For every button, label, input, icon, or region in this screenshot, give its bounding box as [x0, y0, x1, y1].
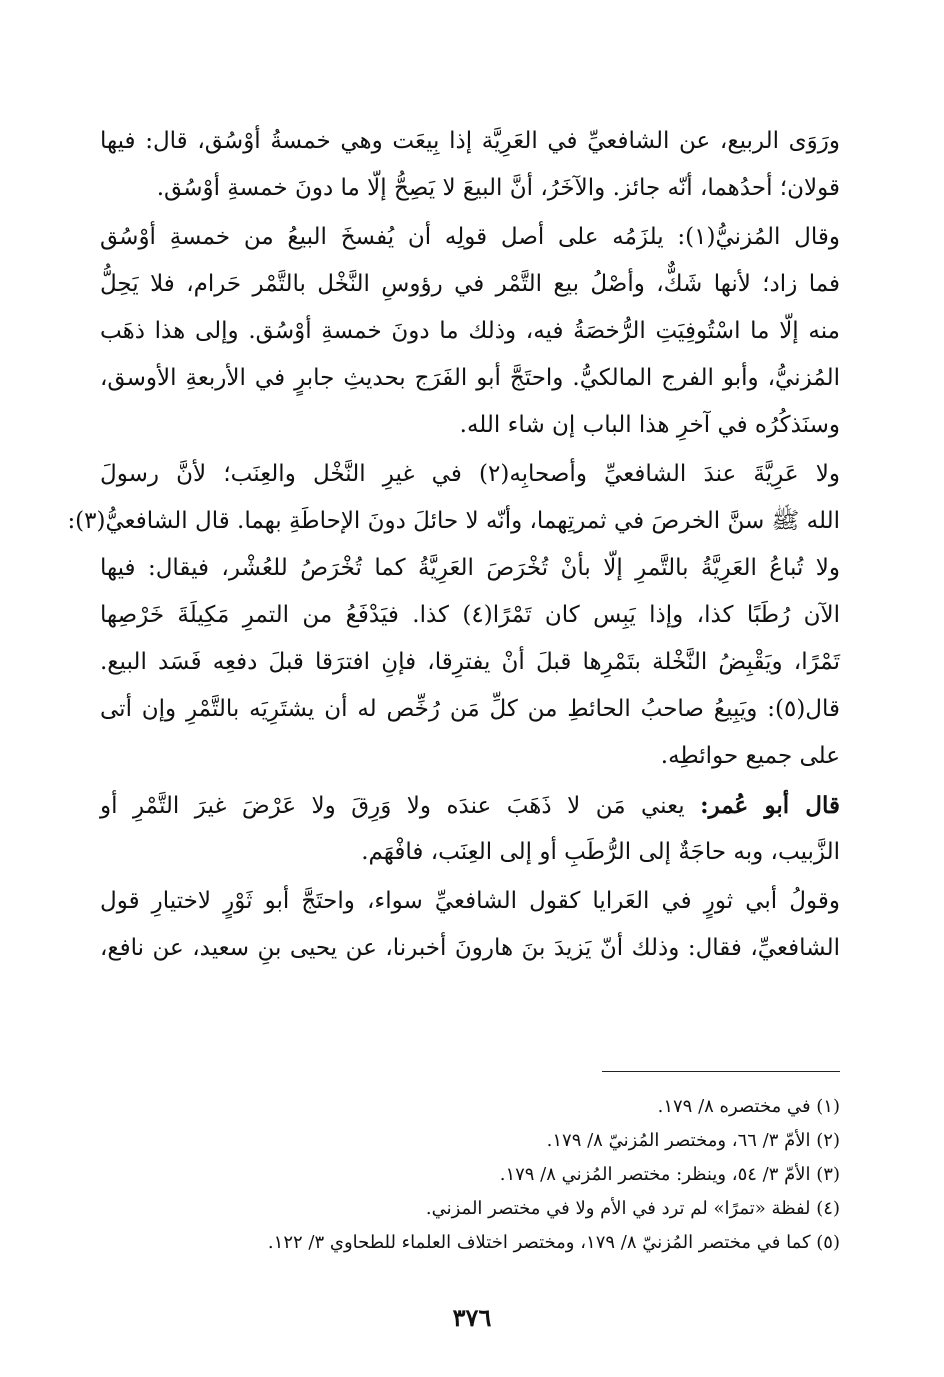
text-line: الآن رُطَبًا كذا، وإذا يَبِس كان تَمْرًا(٤) كذا. فيَدْفَعُ من التمرِ مَكِيلَةَ خَرْصِها	[100, 602, 841, 628]
text-line: الله ﷺ سنَّ الخرصَ في ثمرتِهما، وأنّه لا حائلَ دونَ الإحاطَةِ بهما. قال الشافعيُّ(٣):	[67, 508, 840, 534]
page-number: ٣٧٦	[452, 1303, 492, 1332]
text-line: المُزنيُّ، وأبو الفرج المالكيُّ. واحتَجَّ أبو الفَرَج بحديثِ جابرٍ في الأربعةِ الأوسق،	[100, 365, 840, 391]
text-line: ورَوَى الربيع، عن الشافعيِّ في العَرِيَّة إذا بِيعَت وهي خمسةُ أوْسُق، قال: فيها	[100, 128, 840, 154]
paragraph-3	[67, 451, 841, 780]
footnote: (٣) الأمّ ٣/ ٥٤، وينظر: مختصر المُزني ٨/ ١٧٩.	[499, 1164, 840, 1185]
text-run: يعني مَن لا ذَهَبَ عندَه ولا وَرِقَ ولا عَرْضَ غيرَ التَّمْرِ أو	[100, 793, 701, 819]
text-line	[100, 782, 840, 829]
text-line: ولا تُباعُ العَرِيَّةُ بالتَّمرِ إلّا بأنْ تُخْرَصَ العَرِيَّةُ كما تُخْرَصُ للعُشْر، فيقال: فيها	[100, 555, 840, 581]
text-line: الشافعيِّ، فقال: وذلك أنّ يَزيدَ بنَ هارونَ أخبرنا، عن يحيى بنِ سعيد، عن نافع،	[100, 935, 840, 961]
text-line: ولا عَرِيَّةَ عندَ الشافعيِّ وأصحابِه(٢) في غيرِ النَّخْل والعِنَب؛ لأنَّ رسولَ	[100, 461, 840, 487]
paragraph-5	[100, 878, 840, 972]
text-line: قال(٥): ويَبِيعُ صاحبُ الحائطِ من كلِّ مَن رُخِّص له أن يشتَرِيَه بالتَّمْرِ وإن أتى	[100, 696, 840, 722]
text-line: وقال المُزنيُّ(١): يلزَمُه على أصل قولِه أن يُفسخَ البيعُ من خمسةِ أوْسُق	[100, 224, 840, 250]
paragraph-1	[100, 118, 840, 212]
footnote: (٥) كما في مختصر المُزنيّ ٨/ ١٧٩، ومختصر اختلاف العلماء للطحاوي ٣/ ١٢٢.	[267, 1232, 840, 1253]
footnote: (١) في مختصره ٨/ ١٧٩.	[657, 1096, 840, 1117]
text-line: على جميع حوائطِه.	[660, 743, 840, 769]
paragraph-2	[100, 214, 840, 449]
text-line: قولان؛ أحدُهما، أنّه جائز. والآخَرُ، أنَّ البيعَ لا يَصِحُّ إلّا ما دونَ خمسةِ أوْسُق.	[156, 175, 840, 201]
footnote-divider	[602, 1071, 840, 1072]
footnote: (٢) الأمّ ٣/ ٦٦، ومختصر المُزنيّ ٨/ ١٧٩.	[546, 1130, 840, 1151]
text-line: الزَّبيب، وبه حاجَةٌ إلى الرُّطَبِ أو إلى العِنَب، فافْهَم.	[361, 839, 840, 865]
footnotes	[100, 1090, 840, 1260]
text-line: منه إلّا ما اسْتُوفِيَتِ الرُّخصَةُ فيه، وذلك ما دونَ خمسةِ أوْسُق. وإلى هذا ذهَب	[100, 318, 840, 344]
text-line: فما زاد؛ لأنها شَكٌّ، وأصْلُ بيع التَّمْر في رؤوسِ النَّخْل بالتَّمْر حَرام، فلا يَحِلُّ	[100, 271, 840, 297]
footnote: (٤) لفظة «تمرًا» لم ترد في الأم ولا في مختصر المزني.	[425, 1198, 840, 1219]
paragraph-4	[100, 782, 840, 876]
text-line: وسنَذكُرُه في آخرِ هذا الباب إن شاء الله.	[459, 412, 840, 438]
main-text	[67, 118, 841, 972]
text-line: تَمْرًا، ويَقْبِضُ النَّخْلة بتَمْرِها قبلَ أنْ يفترِقا، فإنِ افترَقا قبلَ دفعِه فَسَد البيع.	[100, 649, 840, 675]
speaker-label: قال أبو عُمر:	[700, 792, 840, 819]
text-line: وقولُ أبي ثورٍ في العَرايا كقول الشافعيِّ سواء، واحتَجَّ أبو ثَوْرٍ لاختيارِ قول	[100, 888, 840, 914]
